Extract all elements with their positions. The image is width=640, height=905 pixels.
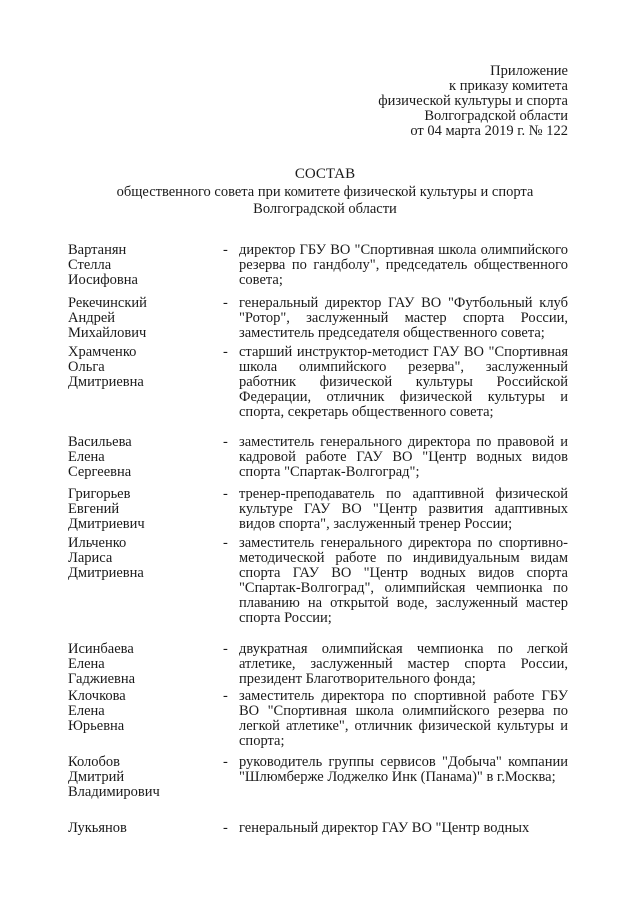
dash: -: [223, 688, 228, 704]
annex-line: Приложение: [490, 63, 568, 79]
annex-block: [378, 64, 568, 139]
member-description: тренер-преподаватель по адаптивной физической культуре ГАУ ВО "Центр развития адаптивных видов спорта", заслуженный тренер России;: [239, 486, 568, 532]
member-patronymic: Дмитриевич: [68, 516, 145, 532]
member-patronymic: Дмитриевна: [68, 374, 144, 390]
member-row: [68, 296, 568, 341]
dash: -: [223, 535, 228, 551]
member-first-name: Лариса: [68, 550, 113, 566]
title-subtitle: Волгоградской области: [253, 201, 397, 217]
member-patronymic: Иосифовна: [68, 272, 138, 288]
member-surname: Рекечинский: [68, 295, 147, 311]
member-first-name: Евгений: [68, 501, 120, 517]
member-surname: Васильева: [68, 434, 132, 450]
member-patronymic: Юрьевна: [68, 718, 125, 734]
member-name: [68, 642, 223, 687]
member-row: [68, 689, 568, 749]
annex-line: физической культуры и спорта: [378, 93, 568, 109]
member-first-name: Ольга: [68, 359, 105, 375]
member-surname: Лукьянов: [68, 820, 127, 836]
member-surname: Исинбаева: [68, 641, 134, 657]
member-name: [68, 821, 223, 836]
member-row: [68, 642, 568, 687]
member-surname: Вартанян: [68, 242, 127, 258]
dash: -: [223, 641, 228, 657]
member-surname: Храмченко: [68, 344, 137, 360]
member-description: генеральный директор ГАУ ВО "Футбольный клуб "Ротор", заслуженный мастер спорта России, заместитель председателя общественного совета;: [239, 295, 568, 341]
member-first-name: Стелла: [68, 257, 112, 273]
dash: -: [223, 754, 228, 770]
member-surname: Ильченко: [68, 535, 127, 551]
member-description: руководитель группы сервисов "Добыча" компании "Шлюмберже Лоджелко Инк (Панама)" в г.Москва;: [239, 754, 568, 785]
member-row: [68, 755, 568, 800]
member-surname: Колобов: [68, 754, 120, 770]
member-row: [68, 345, 568, 420]
member-name: [68, 435, 223, 480]
annex-line: к приказу комитета: [449, 78, 568, 94]
member-row: [68, 536, 568, 626]
title-heading: СОСТАВ: [294, 166, 356, 182]
title-subtitle: общественного совета при комитете физической культуры и спорта: [116, 184, 534, 200]
member-first-name: Андрей: [68, 310, 116, 326]
dash: -: [223, 295, 228, 311]
member-description: генеральный директор ГАУ ВО "Центр водных: [239, 820, 530, 836]
dash: -: [223, 344, 228, 360]
member-row: [68, 435, 568, 480]
member-patronymic: Сергеевна: [68, 464, 132, 480]
member-description: старший инструктор-методист ГАУ ВО "Спортивная школа олимпийского резерва", заслуженный работник физической культуры Российской Федерации, отличник физической культуры и спорта, секретарь общественного совета;: [239, 344, 568, 420]
annex-line: от 04 марта 2019 г. № 122: [410, 123, 568, 139]
member-name: [68, 755, 223, 800]
member-first-name: Елена: [68, 449, 105, 465]
member-description: директор ГБУ ВО "Спортивная школа олимпийского резерва по гандболу", председатель общественного совета;: [239, 242, 568, 288]
member-name: [68, 487, 223, 532]
member-row: [68, 821, 568, 836]
member-name: [68, 345, 223, 420]
member-patronymic: Дмитриевна: [68, 565, 144, 581]
dash: -: [223, 242, 228, 258]
member-row: [68, 487, 568, 532]
dash: -: [223, 820, 228, 836]
member-description: двукратная олимпийская чемпионка по легкой атлетике, заслуженный мастер спорта России, президент Благотворительного фонда;: [239, 641, 568, 687]
member-first-name: Елена: [68, 656, 105, 672]
member-surname: Клочкова: [68, 688, 126, 704]
member-description: заместитель генерального директора по спортивно-методической работе по индивидуальным видам спорта ГАУ ВО "Центр водных видов спорта "Спартак-Волгоград", олимпийская чемпионка по плаванию на открытой воде, заслуженный мастер спорта России;: [239, 535, 568, 626]
member-first-name: Елена: [68, 703, 105, 719]
member-name: [68, 296, 223, 341]
member-first-name: Дмитрий: [68, 769, 125, 785]
member-patronymic: Владимирович: [68, 784, 160, 800]
member-patronymic: Гаджиевна: [68, 671, 136, 687]
member-name: [68, 689, 223, 749]
member-row: [68, 243, 568, 288]
member-patronymic: Михайлович: [68, 325, 147, 341]
member-description: заместитель генерального директора по правовой и кадровой работе ГАУ ВО "Центр водных видов спорта "Спартак-Волгоград";: [239, 434, 568, 480]
annex-line: Волгоградской области: [424, 108, 568, 124]
member-description: заместитель директора по спортивной работе ГБУ ВО "Спортивная школа олимпийского резерва по легкой атлетике", отличник физической культуры и спорта;: [239, 688, 568, 749]
member-name: [68, 536, 223, 626]
document-title: [60, 166, 590, 218]
dash: -: [223, 434, 228, 450]
member-surname: Григорьев: [68, 486, 131, 502]
member-name: [68, 243, 223, 288]
dash: -: [223, 486, 228, 502]
